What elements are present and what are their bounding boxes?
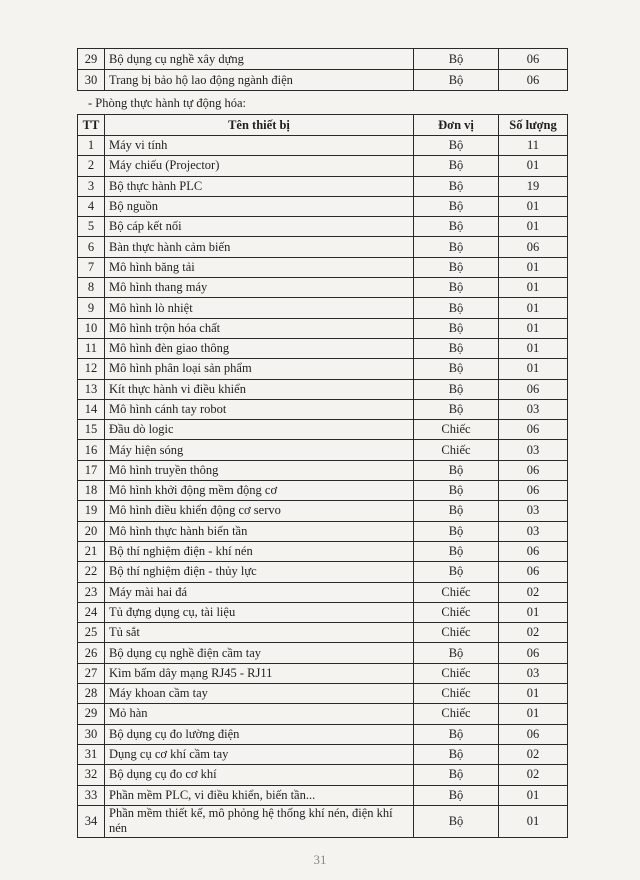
- table-row: [78, 623, 568, 643]
- quantity-cell: 01: [499, 217, 568, 237]
- table-row: [78, 744, 568, 764]
- row-number: 10: [78, 318, 105, 338]
- header-tt: TT: [78, 115, 105, 136]
- equipment-name: Máy khoan cầm tay: [105, 684, 414, 704]
- unit-cell: Bộ: [414, 70, 499, 91]
- row-number: 29: [78, 704, 105, 724]
- table-row: [78, 156, 568, 176]
- row-number: 21: [78, 541, 105, 561]
- table-row: [78, 805, 568, 837]
- row-number: 1: [78, 136, 105, 156]
- quantity-cell: 01: [499, 602, 568, 622]
- table-row: [78, 562, 568, 582]
- equipment-name: Mô hình lò nhiệt: [105, 298, 414, 318]
- quantity-cell: 06: [499, 562, 568, 582]
- quantity-cell: 01: [499, 684, 568, 704]
- unit-cell: Bộ: [414, 217, 499, 237]
- row-number: 12: [78, 359, 105, 379]
- table-row: [78, 541, 568, 561]
- quantity-cell: 06: [499, 541, 568, 561]
- equipment-name: Dụng cụ cơ khí cầm tay: [105, 744, 414, 764]
- table-row: [78, 136, 568, 156]
- unit-cell: Bộ: [414, 501, 499, 521]
- equipment-name: Bộ dụng cụ đo lường điện: [105, 724, 414, 744]
- table-row: [78, 481, 568, 501]
- quantity-cell: 02: [499, 765, 568, 785]
- unit-cell: Chiếc: [414, 440, 499, 460]
- table-row: [78, 440, 568, 460]
- equipment-name: Tủ sắt: [105, 623, 414, 643]
- top-continuation-table: [77, 48, 568, 91]
- quantity-cell: 01: [499, 704, 568, 724]
- row-number: 31: [78, 744, 105, 764]
- unit-cell: Chiếc: [414, 582, 499, 602]
- table-row: [78, 501, 568, 521]
- quantity-cell: 01: [499, 805, 568, 837]
- unit-cell: Bộ: [414, 338, 499, 358]
- table-row: [78, 704, 568, 724]
- equipment-name: Mô hình truyền thông: [105, 460, 414, 480]
- quantity-cell: 06: [499, 70, 568, 91]
- equipment-name: Bàn thực hành cảm biến: [105, 237, 414, 257]
- unit-cell: Bộ: [414, 49, 499, 70]
- equipment-name: Bộ dụng cụ nghề xây dựng: [105, 49, 414, 70]
- table-row: [78, 785, 568, 805]
- table-row: [78, 217, 568, 237]
- table-row: [78, 399, 568, 419]
- unit-cell: Bộ: [414, 643, 499, 663]
- row-number: 16: [78, 440, 105, 460]
- row-number: 2: [78, 156, 105, 176]
- unit-cell: Bộ: [414, 744, 499, 764]
- quantity-cell: 01: [499, 785, 568, 805]
- row-number: 5: [78, 217, 105, 237]
- table-row: [78, 359, 568, 379]
- equipment-name: Trang bị bảo hộ lao động ngành điện: [105, 70, 414, 91]
- equipment-name: Phần mềm thiết kế, mô phỏng hệ thống khí nén, điện khí nén: [105, 805, 414, 837]
- unit-cell: Bộ: [414, 399, 499, 419]
- unit-cell: Bộ: [414, 724, 499, 744]
- table-row: [78, 684, 568, 704]
- equipment-name: Mô hình thang máy: [105, 278, 414, 298]
- equipment-name: Mỏ hàn: [105, 704, 414, 724]
- row-number: 27: [78, 663, 105, 683]
- table-row: [78, 176, 568, 196]
- table-row: [78, 460, 568, 480]
- quantity-cell: 02: [499, 582, 568, 602]
- unit-cell: Bộ: [414, 196, 499, 216]
- quantity-cell: 06: [499, 481, 568, 501]
- table-row: [78, 643, 568, 663]
- quantity-cell: 06: [499, 49, 568, 70]
- unit-cell: Bộ: [414, 278, 499, 298]
- unit-cell: Chiếc: [414, 704, 499, 724]
- equipment-name: Máy mài hai đá: [105, 582, 414, 602]
- unit-cell: Bộ: [414, 765, 499, 785]
- quantity-cell: 03: [499, 440, 568, 460]
- row-number: 18: [78, 481, 105, 501]
- row-number: 20: [78, 521, 105, 541]
- equipment-name: Tủ đựng dụng cụ, tài liệu: [105, 602, 414, 622]
- quantity-cell: 01: [499, 257, 568, 277]
- row-number: 30: [78, 70, 105, 91]
- row-number: 6: [78, 237, 105, 257]
- row-number: 30: [78, 724, 105, 744]
- row-number: 17: [78, 460, 105, 480]
- table-row: [78, 420, 568, 440]
- quantity-cell: 01: [499, 156, 568, 176]
- quantity-cell: 06: [499, 379, 568, 399]
- page-number: 31: [313, 852, 327, 867]
- unit-cell: Bộ: [414, 359, 499, 379]
- table-row: [78, 237, 568, 257]
- equipment-name: Kìm bấm dây mạng RJ45 - RJ11: [105, 663, 414, 683]
- row-number: 8: [78, 278, 105, 298]
- unit-cell: Bộ: [414, 318, 499, 338]
- table-row: [78, 582, 568, 602]
- quantity-cell: 01: [499, 278, 568, 298]
- equipment-name: Mô hình băng tải: [105, 257, 414, 277]
- row-number: 3: [78, 176, 105, 196]
- quantity-cell: 03: [499, 399, 568, 419]
- quantity-cell: 01: [499, 298, 568, 318]
- equipment-name: Mô hình thực hành biến tần: [105, 521, 414, 541]
- row-number: 19: [78, 501, 105, 521]
- row-number: 11: [78, 338, 105, 358]
- equipment-name: Mô hình cánh tay robot: [105, 399, 414, 419]
- quantity-cell: 01: [499, 338, 568, 358]
- unit-cell: Bộ: [414, 379, 499, 399]
- row-number: 22: [78, 562, 105, 582]
- table-row: [78, 521, 568, 541]
- row-number: 13: [78, 379, 105, 399]
- unit-cell: Bộ: [414, 156, 499, 176]
- equipment-name: Mô hình khởi động mềm động cơ: [105, 481, 414, 501]
- unit-cell: Bộ: [414, 481, 499, 501]
- table-row: [78, 602, 568, 622]
- table-row: [78, 379, 568, 399]
- quantity-cell: 06: [499, 724, 568, 744]
- equipment-name: Mô hình đèn giao thông: [105, 338, 414, 358]
- row-number: 32: [78, 765, 105, 785]
- header-name: Tên thiết bị: [105, 115, 414, 136]
- unit-cell: Chiếc: [414, 420, 499, 440]
- equipment-name: Máy hiện sóng: [105, 440, 414, 460]
- unit-cell: Bộ: [414, 460, 499, 480]
- equipment-name: Bộ thí nghiệm điện - khí nén: [105, 541, 414, 561]
- quantity-cell: 02: [499, 623, 568, 643]
- quantity-cell: 11: [499, 136, 568, 156]
- table-row: [78, 196, 568, 216]
- equipment-name: Máy vi tính: [105, 136, 414, 156]
- equipment-name: Kít thực hành vi điều khiển: [105, 379, 414, 399]
- equipment-name: Bộ thực hành PLC: [105, 176, 414, 196]
- table-row: [78, 257, 568, 277]
- table-header-row: [78, 115, 568, 136]
- quantity-cell: 06: [499, 460, 568, 480]
- section-title: - Phòng thực hành tự động hóa:: [88, 96, 246, 110]
- quantity-cell: 06: [499, 237, 568, 257]
- unit-cell: Bộ: [414, 237, 499, 257]
- equipment-name: Máy chiếu (Projector): [105, 156, 414, 176]
- row-number: 9: [78, 298, 105, 318]
- unit-cell: Bộ: [414, 785, 499, 805]
- equipment-table: [77, 114, 568, 838]
- table-row: [78, 318, 568, 338]
- header-qty: Số lượng: [499, 115, 568, 136]
- unit-cell: Chiếc: [414, 663, 499, 683]
- equipment-name: Bộ cáp kết nối: [105, 217, 414, 237]
- unit-cell: Bộ: [414, 176, 499, 196]
- quantity-cell: 19: [499, 176, 568, 196]
- table-row: [78, 70, 568, 91]
- equipment-name: Bộ nguồn: [105, 196, 414, 216]
- quantity-cell: 03: [499, 501, 568, 521]
- row-number: 28: [78, 684, 105, 704]
- equipment-name: Đầu dò logic: [105, 420, 414, 440]
- header-unit: Đơn vị: [414, 115, 499, 136]
- quantity-cell: 01: [499, 359, 568, 379]
- equipment-name: Bộ thí nghiệm điện - thủy lực: [105, 562, 414, 582]
- table-row: [78, 724, 568, 744]
- row-number: 26: [78, 643, 105, 663]
- row-number: 34: [78, 805, 105, 837]
- equipment-name: Mô hình phân loại sản phẩm: [105, 359, 414, 379]
- quantity-cell: 02: [499, 744, 568, 764]
- table-row: [78, 298, 568, 318]
- quantity-cell: 03: [499, 663, 568, 683]
- quantity-cell: 06: [499, 420, 568, 440]
- row-number: 7: [78, 257, 105, 277]
- row-number: 33: [78, 785, 105, 805]
- equipment-name: Mô hình trộn hóa chất: [105, 318, 414, 338]
- table-row: [78, 765, 568, 785]
- row-number: 23: [78, 582, 105, 602]
- unit-cell: Bộ: [414, 805, 499, 837]
- equipment-name: Mô hình điều khiển động cơ servo: [105, 501, 414, 521]
- unit-cell: Bộ: [414, 136, 499, 156]
- unit-cell: Chiếc: [414, 623, 499, 643]
- table-row: [78, 278, 568, 298]
- row-number: 24: [78, 602, 105, 622]
- equipment-name: Bộ dụng cụ đo cơ khí: [105, 765, 414, 785]
- table-row: [78, 663, 568, 683]
- equipment-name: Bộ dụng cụ nghề điện cầm tay: [105, 643, 414, 663]
- equipment-name: Phần mềm PLC, vi điều khiển, biến tần...: [105, 785, 414, 805]
- unit-cell: Chiếc: [414, 602, 499, 622]
- row-number: 14: [78, 399, 105, 419]
- unit-cell: Bộ: [414, 298, 499, 318]
- row-number: 15: [78, 420, 105, 440]
- row-number: 25: [78, 623, 105, 643]
- quantity-cell: 01: [499, 318, 568, 338]
- quantity-cell: 03: [499, 521, 568, 541]
- unit-cell: Bộ: [414, 541, 499, 561]
- row-number: 4: [78, 196, 105, 216]
- unit-cell: Chiếc: [414, 684, 499, 704]
- quantity-cell: 06: [499, 643, 568, 663]
- unit-cell: Bộ: [414, 562, 499, 582]
- row-number: 29: [78, 49, 105, 70]
- table-row: [78, 49, 568, 70]
- table-row: [78, 338, 568, 358]
- quantity-cell: 01: [499, 196, 568, 216]
- unit-cell: Bộ: [414, 257, 499, 277]
- unit-cell: Bộ: [414, 521, 499, 541]
